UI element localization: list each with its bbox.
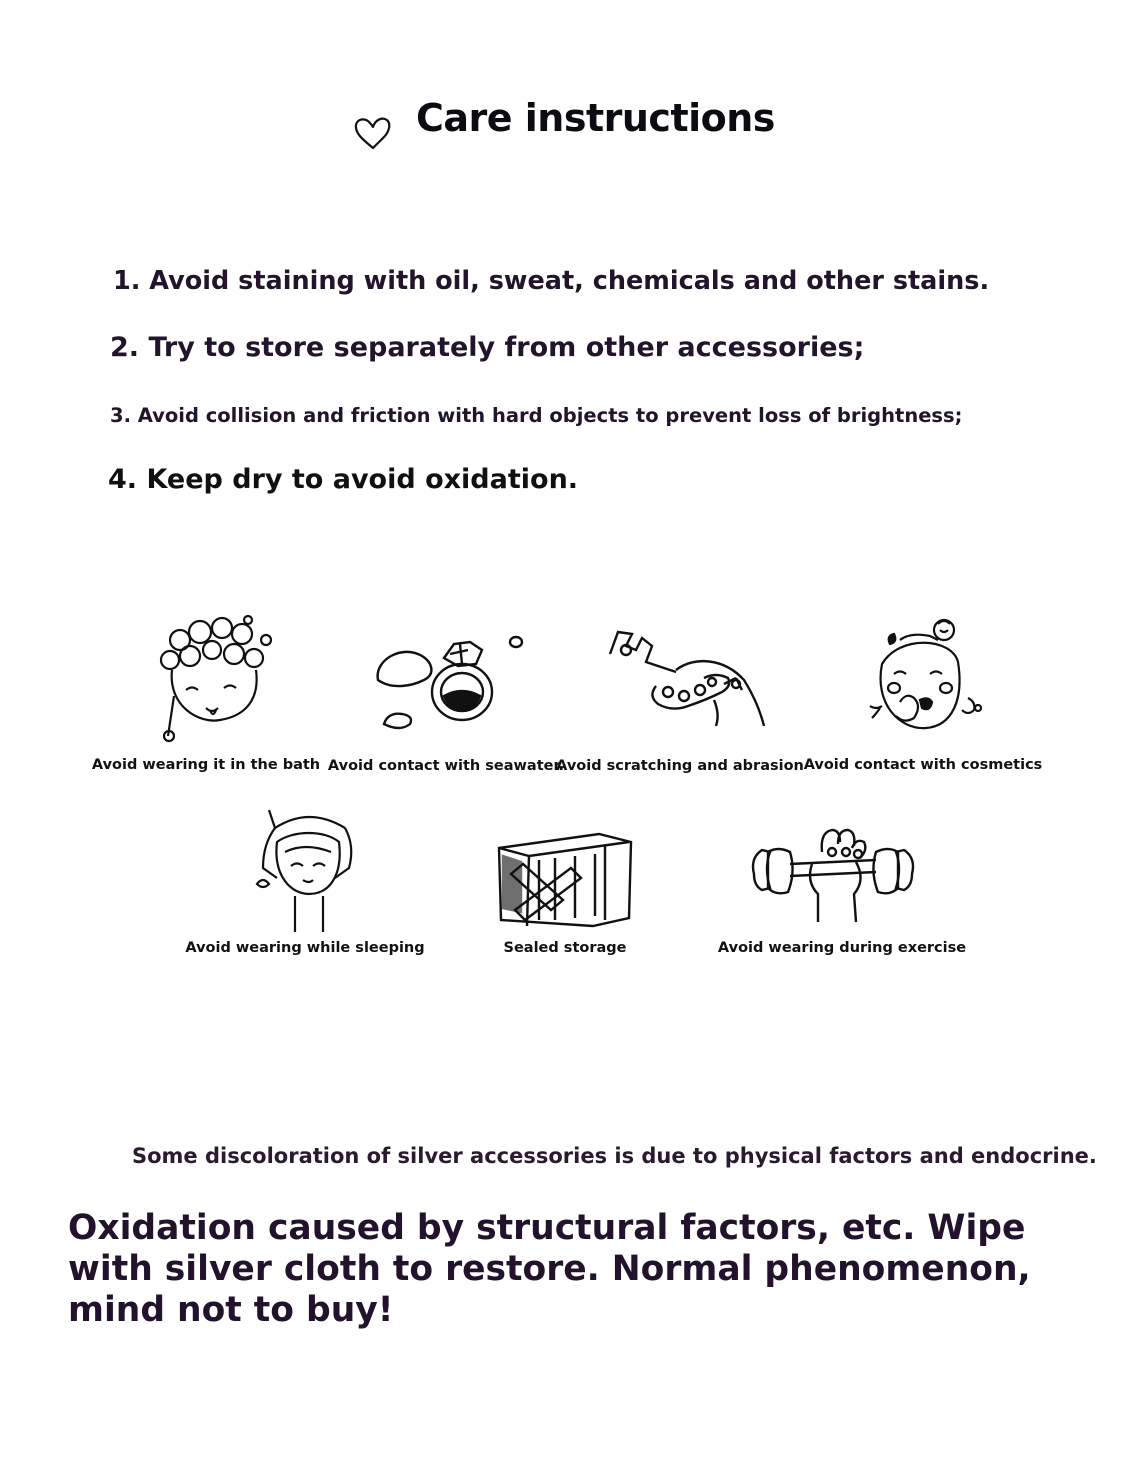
heart-outline-icon <box>352 114 394 152</box>
page-title: Care instructions <box>416 96 775 140</box>
sealed-box-icon <box>495 826 635 931</box>
tip-caption-storage: Sealed storage <box>503 940 627 956</box>
tip-caption-seawater: Avoid contact with seawater. <box>327 758 565 774</box>
care-rule-3: 3. Avoid collision and friction with hard objects to prevent loss of brightness; <box>110 404 963 427</box>
makeup-face-icon <box>860 614 985 744</box>
wrench-hand-icon <box>604 626 769 731</box>
care-rule-2: 2. Try to store separately from other accessories; <box>110 332 865 363</box>
tip-caption-exercise: Avoid wearing during exercise <box>717 940 967 956</box>
tip-caption-sleeping: Avoid wearing while sleeping <box>185 940 425 956</box>
sleeping-girl-icon <box>255 806 360 936</box>
care-rule-4: 4. Keep dry to avoid oxidation. <box>108 464 579 495</box>
tip-caption-bath: Avoid wearing it in the bath <box>91 757 321 773</box>
oxidation-warning: Oxidation caused by structural factors, etc. Wipe with silver cloth to restore. Normal phenomenon, mind not to buy! <box>68 1208 1031 1330</box>
dumbbell-icon <box>748 822 918 927</box>
care-rule-1: 1. Avoid staining with oil, sweat, chemicals and other stains. <box>113 266 990 296</box>
bath-bubbles-icon <box>150 612 280 747</box>
discoloration-note: Some discoloration of silver accessories is due to physical factors and endocrine. <box>132 1144 1097 1168</box>
ring-water-icon <box>372 630 527 735</box>
tip-caption-cosmetics: Avoid contact with cosmetics <box>803 757 1043 773</box>
tip-caption-scratching: Avoid scratching and abrasion <box>556 758 804 774</box>
